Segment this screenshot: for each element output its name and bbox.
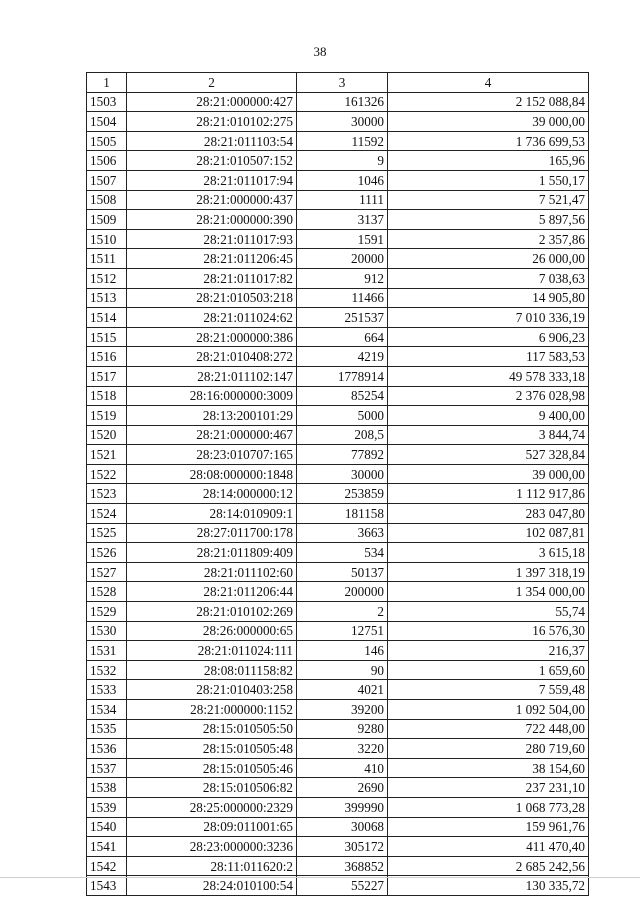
row-number: 1508 — [87, 190, 127, 210]
area-value: 399990 — [297, 797, 388, 817]
cost-value: 5 897,56 — [388, 210, 589, 230]
row-number: 1532 — [87, 660, 127, 680]
table-row — [87, 366, 589, 386]
cost-value: 1 354 000,00 — [388, 582, 589, 602]
row-number: 1527 — [87, 562, 127, 582]
cost-value: 3 844,74 — [388, 425, 589, 445]
cost-value: 722 448,00 — [388, 719, 589, 739]
table-row — [87, 562, 589, 582]
cadastral-number: 28:15:010505:50 — [127, 719, 297, 739]
area-value: 912 — [297, 268, 388, 288]
table-row — [87, 837, 589, 857]
page-number: 38 — [313, 44, 327, 59]
row-number: 1509 — [87, 210, 127, 230]
cost-value: 7 521,47 — [388, 190, 589, 210]
cadastral-number: 28:21:011103:54 — [127, 131, 297, 151]
page-bottom-rule — [0, 877, 640, 878]
table-row — [87, 92, 589, 112]
row-number: 1513 — [87, 288, 127, 308]
row-number: 1525 — [87, 523, 127, 543]
table-row — [87, 347, 589, 367]
table-row — [87, 739, 589, 759]
cadastral-table — [86, 72, 589, 896]
cadastral-number: 28:23:000000:3236 — [127, 837, 297, 857]
area-value: 5000 — [297, 406, 388, 426]
row-number: 1539 — [87, 797, 127, 817]
cost-value: 411 470,40 — [388, 837, 589, 857]
table-row — [87, 523, 589, 543]
table-row — [87, 268, 589, 288]
table-row — [87, 621, 589, 641]
row-number: 1507 — [87, 170, 127, 190]
table-row — [87, 170, 589, 190]
row-number: 1524 — [87, 504, 127, 524]
header-col-2: 2 — [127, 73, 297, 93]
cadastral-number: 28:14:000000:12 — [127, 484, 297, 504]
area-value: 1111 — [297, 190, 388, 210]
row-number: 1534 — [87, 700, 127, 720]
area-value: 3137 — [297, 210, 388, 230]
cadastral-number: 28:21:011024:62 — [127, 308, 297, 328]
cadastral-number: 28:21:000000:437 — [127, 190, 297, 210]
table-row — [87, 504, 589, 524]
table-row — [87, 190, 589, 210]
row-number: 1537 — [87, 758, 127, 778]
table-row — [87, 778, 589, 798]
area-value: 3220 — [297, 739, 388, 759]
cadastral-number: 28:21:010102:269 — [127, 602, 297, 622]
area-value: 161326 — [297, 92, 388, 112]
cost-value: 38 154,60 — [388, 758, 589, 778]
table-row — [87, 464, 589, 484]
cadastral-number: 28:27:011700:178 — [127, 523, 297, 543]
row-number: 1529 — [87, 602, 127, 622]
table-header-row — [87, 73, 589, 93]
area-value: 181158 — [297, 504, 388, 524]
cost-value: 39 000,00 — [388, 112, 589, 132]
row-number: 1530 — [87, 621, 127, 641]
area-value: 1591 — [297, 229, 388, 249]
row-number: 1512 — [87, 268, 127, 288]
area-value: 534 — [297, 543, 388, 563]
cadastral-number: 28:08:011158:82 — [127, 660, 297, 680]
cost-value: 117 583,53 — [388, 347, 589, 367]
table-row — [87, 543, 589, 563]
area-value: 30000 — [297, 464, 388, 484]
header-col-3: 3 — [297, 73, 388, 93]
cadastral-number: 28:21:000000:427 — [127, 92, 297, 112]
area-value: 9 — [297, 151, 388, 171]
table-row — [87, 327, 589, 347]
area-value: 253859 — [297, 484, 388, 504]
cadastral-number: 28:15:010505:46 — [127, 758, 297, 778]
cost-value: 1 397 318,19 — [388, 562, 589, 582]
cost-value: 6 906,23 — [388, 327, 589, 347]
area-value: 20000 — [297, 249, 388, 269]
row-number: 1538 — [87, 778, 127, 798]
cost-value: 16 576,30 — [388, 621, 589, 641]
table-row — [87, 308, 589, 328]
cost-value: 1 550,17 — [388, 170, 589, 190]
row-number: 1506 — [87, 151, 127, 171]
table-row — [87, 484, 589, 504]
row-number: 1510 — [87, 229, 127, 249]
table-row — [87, 445, 589, 465]
table-row — [87, 151, 589, 171]
cost-value: 2 357,86 — [388, 229, 589, 249]
cadastral-number: 28:23:010707:165 — [127, 445, 297, 465]
cost-value: 2 685 242,56 — [388, 856, 589, 876]
row-number: 1533 — [87, 680, 127, 700]
cost-value: 237 231,10 — [388, 778, 589, 798]
table-row — [87, 249, 589, 269]
cadastral-number: 28:21:011017:93 — [127, 229, 297, 249]
cost-value: 39 000,00 — [388, 464, 589, 484]
table-body — [87, 92, 589, 895]
row-number: 1522 — [87, 464, 127, 484]
cost-value: 527 328,84 — [388, 445, 589, 465]
cadastral-number: 28:15:010505:48 — [127, 739, 297, 759]
cadastral-number: 28:21:011102:60 — [127, 562, 297, 582]
area-value: 55227 — [297, 876, 388, 896]
cost-value: 26 000,00 — [388, 249, 589, 269]
cost-value: 9 400,00 — [388, 406, 589, 426]
table-row — [87, 700, 589, 720]
header-col-4: 4 — [388, 73, 589, 93]
table-row — [87, 210, 589, 230]
table-row — [87, 112, 589, 132]
cadastral-number: 28:21:000000:467 — [127, 425, 297, 445]
table-row — [87, 288, 589, 308]
cost-value: 102 087,81 — [388, 523, 589, 543]
cadastral-number: 28:21:000000:1152 — [127, 700, 297, 720]
area-value: 410 — [297, 758, 388, 778]
cadastral-number: 28:11:011620:2 — [127, 856, 297, 876]
area-value: 2690 — [297, 778, 388, 798]
row-number: 1528 — [87, 582, 127, 602]
row-number: 1516 — [87, 347, 127, 367]
cadastral-number: 28:21:000000:386 — [127, 327, 297, 347]
row-number: 1520 — [87, 425, 127, 445]
cost-value: 7 559,48 — [388, 680, 589, 700]
area-value: 305172 — [297, 837, 388, 857]
cost-value: 49 578 333,18 — [388, 366, 589, 386]
area-value: 2 — [297, 602, 388, 622]
cadastral-number: 28:21:011024:111 — [127, 641, 297, 661]
cadastral-number: 28:21:011102:147 — [127, 366, 297, 386]
table-row — [87, 758, 589, 778]
area-value: 1046 — [297, 170, 388, 190]
row-number: 1505 — [87, 131, 127, 151]
cost-value: 7 038,63 — [388, 268, 589, 288]
cost-value: 216,37 — [388, 641, 589, 661]
row-number: 1504 — [87, 112, 127, 132]
cost-value: 1 112 917,86 — [388, 484, 589, 504]
row-number: 1518 — [87, 386, 127, 406]
area-value: 50137 — [297, 562, 388, 582]
cost-value: 7 010 336,19 — [388, 308, 589, 328]
cadastral-number: 28:16:000000:3009 — [127, 386, 297, 406]
table-row — [87, 856, 589, 876]
cost-value: 1 659,60 — [388, 660, 589, 680]
header-col-1: 1 — [87, 73, 127, 93]
cadastral-number: 28:14:010909:1 — [127, 504, 297, 524]
table-row — [87, 797, 589, 817]
area-value: 39200 — [297, 700, 388, 720]
cost-value: 55,74 — [388, 602, 589, 622]
area-value: 3663 — [297, 523, 388, 543]
cadastral-number: 28:24:010100:54 — [127, 876, 297, 896]
cadastral-number: 28:09:011001:65 — [127, 817, 297, 837]
cadastral-number: 28:21:010507:152 — [127, 151, 297, 171]
row-number: 1514 — [87, 308, 127, 328]
row-number: 1519 — [87, 406, 127, 426]
row-number: 1541 — [87, 837, 127, 857]
cost-value: 3 615,18 — [388, 543, 589, 563]
area-value: 251537 — [297, 308, 388, 328]
area-value: 12751 — [297, 621, 388, 641]
area-value: 90 — [297, 660, 388, 680]
cadastral-number: 28:21:011017:82 — [127, 268, 297, 288]
area-value: 208,5 — [297, 425, 388, 445]
cadastral-number: 28:08:000000:1848 — [127, 464, 297, 484]
cost-value: 2 376 028,98 — [388, 386, 589, 406]
area-value: 11466 — [297, 288, 388, 308]
table-row — [87, 719, 589, 739]
area-value: 30000 — [297, 112, 388, 132]
row-number: 1536 — [87, 739, 127, 759]
cost-value: 2 152 088,84 — [388, 92, 589, 112]
row-number: 1535 — [87, 719, 127, 739]
table-row — [87, 425, 589, 445]
cadastral-number: 28:21:010403:258 — [127, 680, 297, 700]
row-number: 1515 — [87, 327, 127, 347]
cost-value: 1 068 773,28 — [388, 797, 589, 817]
cadastral-number: 28:21:010503:218 — [127, 288, 297, 308]
cost-value: 283 047,80 — [388, 504, 589, 524]
table-row — [87, 582, 589, 602]
row-number: 1523 — [87, 484, 127, 504]
cost-value: 130 335,72 — [388, 876, 589, 896]
cadastral-number: 28:25:000000:2329 — [127, 797, 297, 817]
cost-value: 165,96 — [388, 151, 589, 171]
cadastral-number: 28:26:000000:65 — [127, 621, 297, 641]
table-row — [87, 876, 589, 896]
row-number: 1517 — [87, 366, 127, 386]
cost-value: 159 961,76 — [388, 817, 589, 837]
row-number: 1540 — [87, 817, 127, 837]
row-number: 1542 — [87, 856, 127, 876]
area-value: 11592 — [297, 131, 388, 151]
cadastral-number: 28:21:010102:275 — [127, 112, 297, 132]
cadastral-number: 28:21:011206:44 — [127, 582, 297, 602]
table-row — [87, 602, 589, 622]
table-row — [87, 817, 589, 837]
cadastral-number: 28:21:011809:409 — [127, 543, 297, 563]
area-value: 9280 — [297, 719, 388, 739]
area-value: 4219 — [297, 347, 388, 367]
area-value: 4021 — [297, 680, 388, 700]
cost-value: 14 905,80 — [388, 288, 589, 308]
area-value: 1778914 — [297, 366, 388, 386]
cadastral-number: 28:21:010408:272 — [127, 347, 297, 367]
area-value: 368852 — [297, 856, 388, 876]
table-row — [87, 229, 589, 249]
table-row — [87, 386, 589, 406]
area-value: 85254 — [297, 386, 388, 406]
row-number: 1526 — [87, 543, 127, 563]
table-row — [87, 131, 589, 151]
table-row — [87, 641, 589, 661]
cadastral-number: 28:21:011206:45 — [127, 249, 297, 269]
table-row — [87, 406, 589, 426]
area-value: 200000 — [297, 582, 388, 602]
cadastral-number: 28:21:011017:94 — [127, 170, 297, 190]
area-value: 146 — [297, 641, 388, 661]
cost-value: 1 092 504,00 — [388, 700, 589, 720]
cadastral-number: 28:21:000000:390 — [127, 210, 297, 230]
row-number: 1531 — [87, 641, 127, 661]
cadastral-number: 28:15:010506:82 — [127, 778, 297, 798]
row-number: 1511 — [87, 249, 127, 269]
row-number: 1521 — [87, 445, 127, 465]
area-value: 77892 — [297, 445, 388, 465]
cost-value: 1 736 699,53 — [388, 131, 589, 151]
row-number: 1543 — [87, 876, 127, 896]
area-value: 30068 — [297, 817, 388, 837]
table-row — [87, 680, 589, 700]
area-value: 664 — [297, 327, 388, 347]
row-number: 1503 — [87, 92, 127, 112]
table-row — [87, 660, 589, 680]
cost-value: 280 719,60 — [388, 739, 589, 759]
cadastral-number: 28:13:200101:29 — [127, 406, 297, 426]
